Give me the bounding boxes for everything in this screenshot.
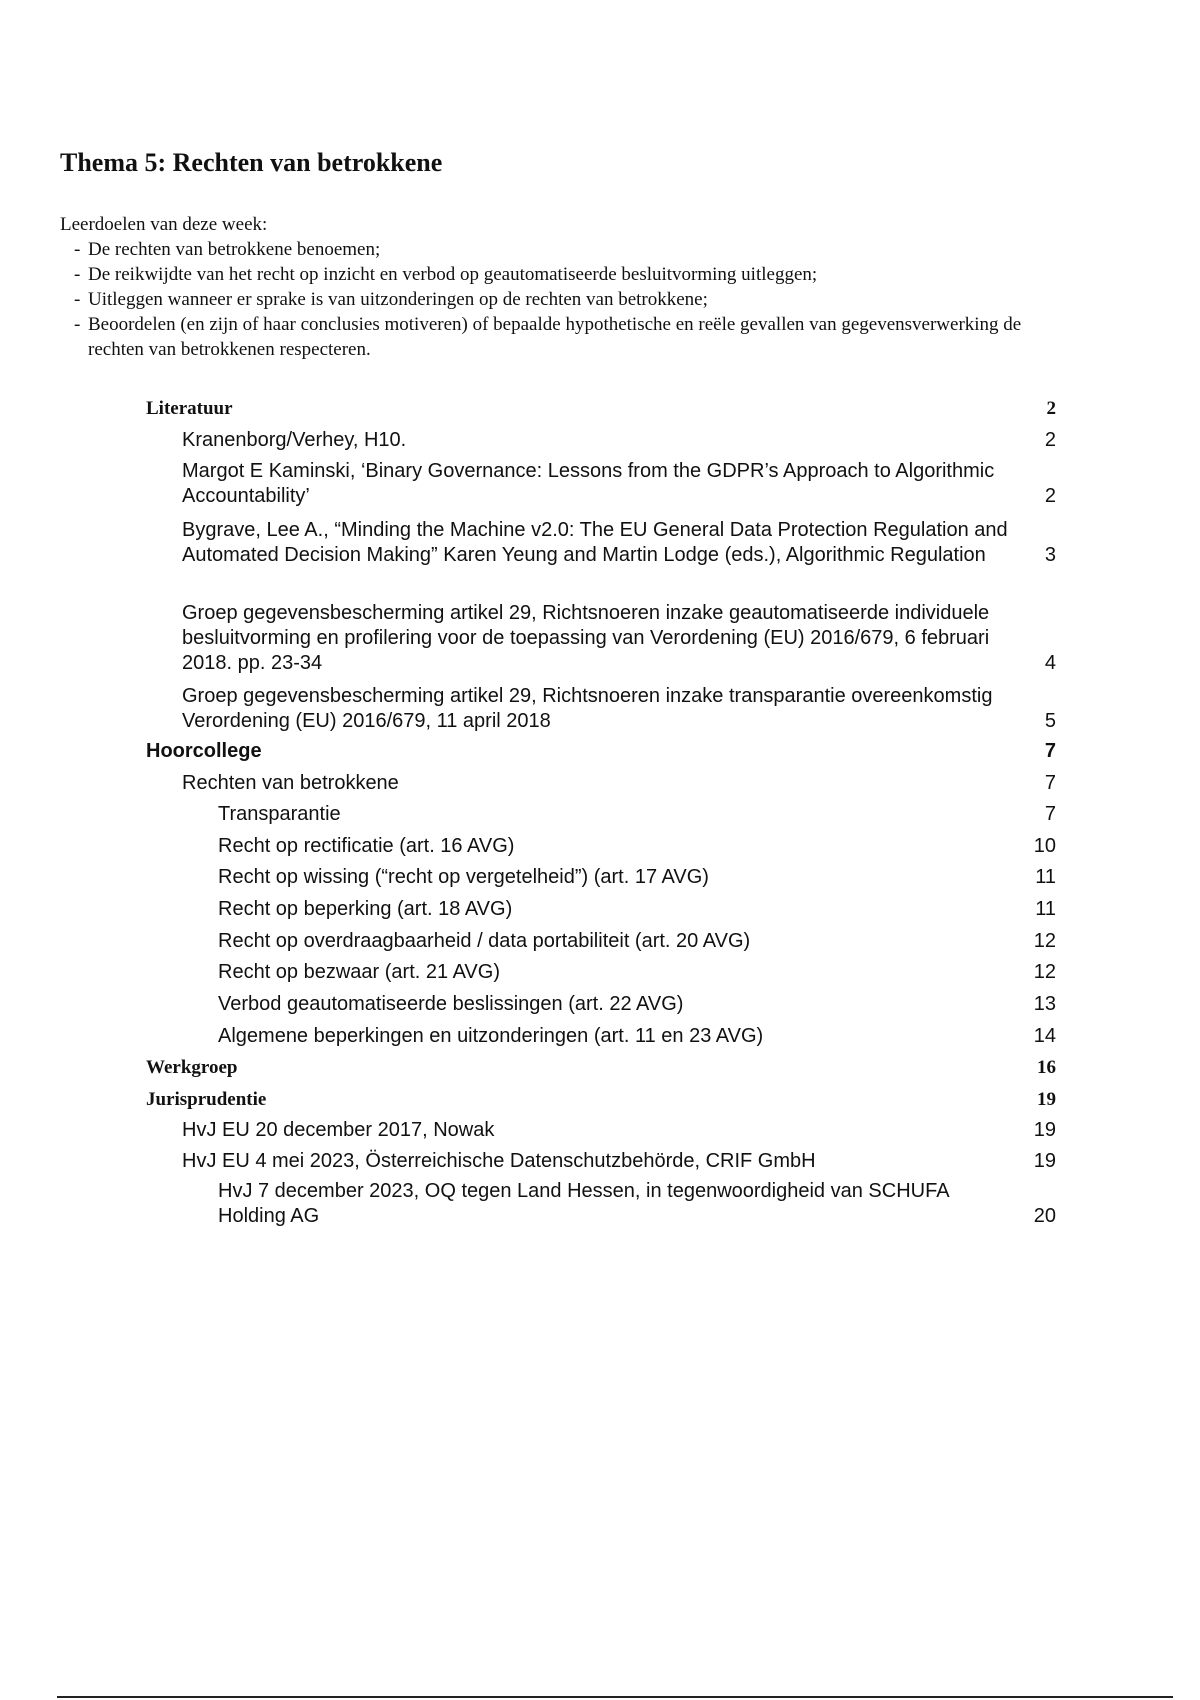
toc-entry[interactable] — [218, 865, 1056, 890]
toc-entry[interactable] — [182, 1149, 1056, 1174]
footer-divider — [57, 1696, 1173, 1698]
toc-entry[interactable] — [218, 834, 1056, 859]
toc-label: Bygrave, Lee A., “Minding the Machine v2.0: The EU General Data Protection Regulation and Automated Decision Making” Karen Yeung and Martin Lodge (eds.), Algorithmic Regulation — [182, 519, 1008, 566]
toc-entry[interactable] — [218, 1179, 1056, 1229]
toc-label: Hoorcollege — [146, 740, 262, 762]
toc-entry[interactable] — [182, 518, 1056, 568]
learning-goals-list — [60, 237, 1060, 362]
toc-entry-literatuur[interactable] — [146, 396, 1056, 421]
toc-label: HvJ EU 4 mei 2023, Österreichische Datenschutzbehörde, CRIF GmbH — [182, 1150, 816, 1172]
toc-entry[interactable] — [218, 1024, 1056, 1049]
toc-page-number: 19 — [1037, 1089, 1056, 1110]
toc-entry[interactable] — [182, 684, 1056, 734]
toc-label: Margot E Kaminski, ‘Binary Governance: Lessons from the GDPR’s Approach to Algorithmic Accountability’ — [182, 460, 995, 507]
toc-page-number: 19 — [1033, 1150, 1056, 1172]
toc-page-number: 7 — [1044, 740, 1056, 762]
toc-page-number: 2 — [1044, 429, 1056, 451]
toc-label: Transparantie — [218, 803, 341, 825]
toc-label: Recht op overdraagbaarheid / data portabiliteit (art. 20 AVG) — [218, 930, 751, 952]
learning-goals-intro: Leerdoelen van deze week: — [60, 214, 268, 235]
toc-entry[interactable] — [182, 1118, 1056, 1143]
toc-label: Groep gegevensbescherming artikel 29, Richtsnoeren inzake transparantie overeenkomstig Verordening (EU) 2016/679, 11 april 2018 — [182, 685, 993, 732]
toc-entry[interactable] — [218, 897, 1056, 922]
toc-page-number: 4 — [1044, 652, 1056, 674]
toc-label: Recht op rectificatie (art. 16 AVG) — [218, 835, 515, 857]
toc-label: HvJ 7 december 2023, OQ tegen Land Hessen, in tegenwoordigheid van SCHUFA Holding AG — [218, 1180, 949, 1227]
toc-label: Recht op beperking (art. 18 AVG) — [218, 898, 513, 920]
toc-page-number: 13 — [1033, 993, 1056, 1015]
toc-entry[interactable] — [182, 459, 1056, 509]
toc-page-number: 2 — [1044, 485, 1056, 507]
toc-entry-werkgroep[interactable] — [146, 1055, 1056, 1080]
toc-page-number: 7 — [1044, 803, 1056, 825]
toc-entry[interactable] — [218, 802, 1056, 827]
learning-goal: - De reikwijdte van het recht op inzicht en verbod op geautomatiseerde besluitvorming uitleggen; — [74, 262, 1060, 287]
learning-goals — [60, 212, 1060, 362]
toc-page-number: 20 — [1033, 1205, 1056, 1227]
toc-page-number: 10 — [1033, 835, 1056, 857]
toc-page-number: 3 — [1044, 544, 1056, 566]
toc-entry-jurisprudentie[interactable] — [146, 1087, 1056, 1112]
learning-goal: - De rechten van betrokkene benoemen; — [74, 237, 1060, 262]
toc-label: Literatuur — [146, 398, 233, 419]
toc-page-number: 11 — [1035, 866, 1056, 888]
toc-page-number: 12 — [1033, 961, 1056, 983]
toc-label: Kranenborg/Verhey, H10. — [182, 429, 407, 451]
learning-goal: - Uitleggen wanneer er sprake is van uitzonderingen op de rechten van betrokkene; — [74, 287, 1060, 312]
toc-entry[interactable] — [182, 601, 1056, 676]
toc-label: Jurisprudentie — [146, 1089, 267, 1110]
toc-page-number: 11 — [1035, 898, 1056, 920]
toc-label: Recht op bezwaar (art. 21 AVG) — [218, 961, 500, 983]
toc-label: Groep gegevensbescherming artikel 29, Richtsnoeren inzake geautomatiseerde individuele besluitvorming en profilering voor de toepassing van Verordening (EU) 2016/679, 6 februari 2018. pp. 23-34 — [182, 602, 990, 674]
toc-page-number: 7 — [1044, 772, 1056, 794]
toc-entry[interactable] — [218, 992, 1056, 1017]
page-title: Thema 5: Rechten van betrokkene — [60, 148, 443, 177]
toc-entry-hoorcollege[interactable] — [146, 739, 1056, 764]
toc-label: Verbod geautomatiseerde beslissingen (art. 22 AVG) — [218, 993, 684, 1015]
toc-page-number: 2 — [1046, 398, 1056, 419]
toc-entry[interactable] — [182, 428, 1056, 453]
toc-page-number: 19 — [1033, 1119, 1056, 1141]
toc-label: Recht op wissing (“recht op vergetelheid”) (art. 17 AVG) — [218, 866, 709, 888]
toc-page-number: 12 — [1033, 930, 1056, 952]
toc-page-number: 14 — [1033, 1025, 1056, 1047]
toc-page-number: 5 — [1044, 710, 1056, 732]
toc-entry[interactable] — [218, 929, 1056, 954]
toc-label: Rechten van betrokkene — [182, 772, 399, 794]
toc-label: Werkgroep — [146, 1057, 238, 1078]
learning-goal: - Beoordelen (en zijn of haar conclusies motiveren) of bepaalde hypothetische en reële gevallen van gegevensverwerking de rechten van betrokkenen respecteren. — [74, 312, 1060, 362]
toc-entry[interactable] — [182, 771, 1056, 796]
toc-label: HvJ EU 20 december 2017, Nowak — [182, 1119, 495, 1141]
toc-entry[interactable] — [218, 960, 1056, 985]
toc-label: Algemene beperkingen en uitzonderingen (art. 11 en 23 AVG) — [218, 1025, 764, 1047]
toc-page-number: 16 — [1037, 1057, 1056, 1078]
